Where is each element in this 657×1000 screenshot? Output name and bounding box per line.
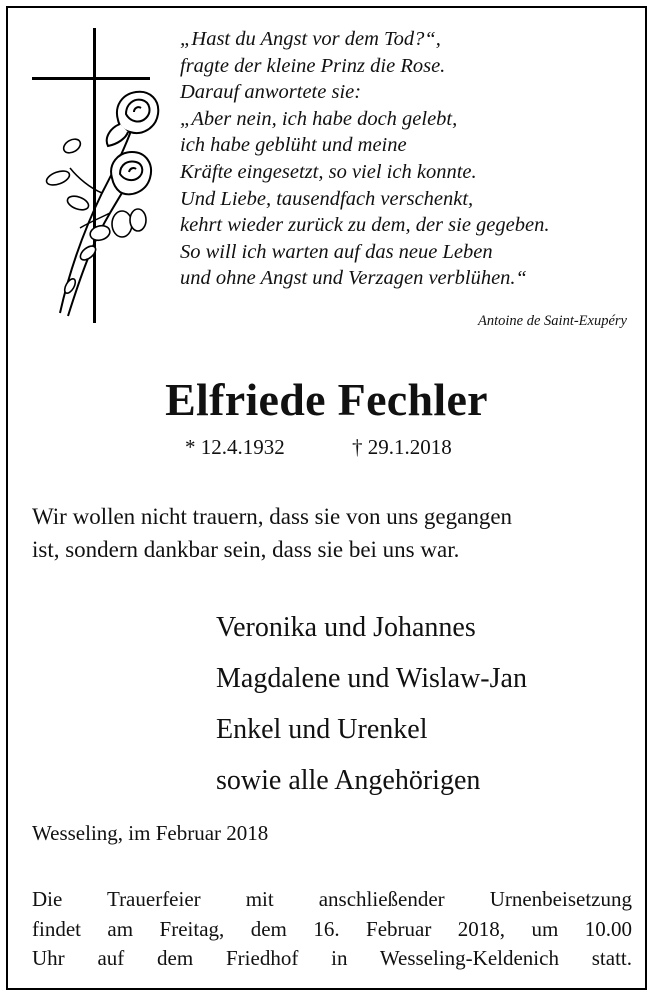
quote-line: kehrt wieder zurück zu dem, der sie gegeben. xyxy=(180,214,550,237)
quote-line: und ohne Angst und Verzagen verblühen.“ xyxy=(180,267,527,290)
obituary-notice xyxy=(6,6,647,990)
motto-line: ist, sondern dankbar sein, dass sie bei uns war. xyxy=(32,537,460,562)
mourner-entry: Magdalene und Wislaw-Jan xyxy=(216,663,527,694)
quote-line: fragte der kleine Prinz die Rose. xyxy=(180,54,446,77)
quote-line: Und Liebe, tausendfach verschenkt, xyxy=(180,187,474,210)
cross-with-roses-icon xyxy=(30,28,160,328)
death-date: † 29.1.2018 xyxy=(352,435,452,459)
funeral-service-info xyxy=(32,885,632,974)
service-line: findet am Freitag, dem 16. Februar 2018, um 10.00 xyxy=(32,916,632,941)
place-and-date: Wesseling, im Februar 2018 xyxy=(32,821,269,845)
quote-line: „Aber nein, ich habe doch gelebt, xyxy=(180,107,458,130)
quote-line: ich habe geblüht und meine xyxy=(180,134,407,157)
motto-text xyxy=(32,500,632,566)
deceased-name: Elfriede Fechler xyxy=(165,374,488,425)
motto-line: Wir wollen nicht trauern, dass sie von uns gegangen xyxy=(32,504,513,529)
quote-line: Kräfte eingesetzt, so viel ich konnte. xyxy=(180,160,477,183)
service-line: Die Trauerfeier mit anschließender Urnenbeisetzung xyxy=(32,887,632,911)
birth-date: * 12.4.1932 xyxy=(185,435,285,459)
quote-author: Antoine de Saint-Exupéry xyxy=(478,313,627,329)
mourner-entry: Veronika und Johannes xyxy=(216,612,476,643)
service-line: Uhr auf dem Friedhof in Wesseling-Keldenich statt. xyxy=(32,946,632,970)
quote-line: „Hast du Angst vor dem Tod?“, xyxy=(180,28,441,50)
quote-line: Darauf anwortete sie: xyxy=(180,81,362,104)
quote-poem xyxy=(180,26,640,292)
quote-line: So will ich warten auf das neue Leben xyxy=(180,240,493,263)
mourner-entry: Enkel und Urenkel xyxy=(216,714,428,745)
mourners-list xyxy=(216,602,527,806)
mourner-entry: sowie alle Angehörigen xyxy=(216,765,481,796)
